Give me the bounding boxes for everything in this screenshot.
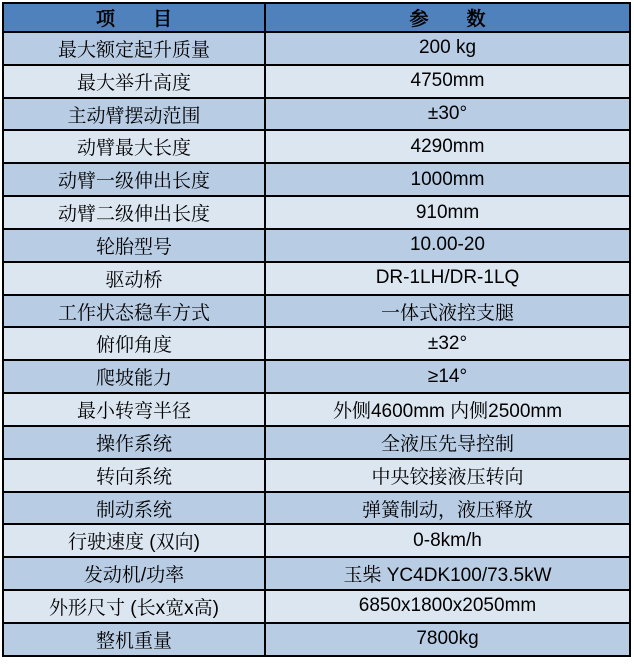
table-row — [3, 393, 630, 426]
item-cell: 最大举升高度 — [3, 65, 265, 98]
table-row — [3, 426, 630, 459]
table-row — [3, 130, 630, 163]
table-row — [3, 492, 630, 525]
table-row — [3, 360, 630, 393]
value-cell: 910mm — [265, 196, 630, 229]
item-cell: 动臂一级伸出长度 — [3, 163, 265, 196]
spec-table — [2, 2, 631, 657]
item-cell: 驱动桥 — [3, 262, 265, 295]
value-cell: ≥14° — [265, 360, 630, 393]
table-row — [3, 459, 630, 492]
item-cell: 整机重量 — [3, 623, 265, 656]
item-cell: 工作状态稳车方式 — [3, 295, 265, 328]
value-cell: 0-8km/h — [265, 524, 630, 557]
table-row — [3, 65, 630, 98]
item-cell: 行驶速度 (双向) — [3, 524, 265, 557]
value-cell: 200 kg — [265, 32, 630, 65]
column-header-item: 项 目 — [3, 3, 265, 32]
item-cell: 发动机/功率 — [3, 557, 265, 590]
value-cell: 弹簧制动，液压释放 — [265, 492, 630, 525]
item-cell: 俯仰角度 — [3, 327, 265, 360]
table-row — [3, 229, 630, 262]
item-cell: 外形尺寸 (长x宽x高) — [3, 590, 265, 623]
table-row — [3, 590, 630, 623]
table-row — [3, 524, 630, 557]
item-cell: 转向系统 — [3, 459, 265, 492]
value-cell: 一体式液控支腿 — [265, 295, 630, 328]
table-row — [3, 623, 630, 656]
value-cell: ±30° — [265, 98, 630, 131]
item-cell: 动臂最大长度 — [3, 130, 265, 163]
item-cell: 操作系统 — [3, 426, 265, 459]
value-cell: 外侧4600mm 内侧2500mm — [265, 393, 630, 426]
item-cell: 最大额定起升质量 — [3, 32, 265, 65]
table-row — [3, 196, 630, 229]
table-row — [3, 32, 630, 65]
value-cell: 4750mm — [265, 65, 630, 98]
table-row — [3, 295, 630, 328]
value-cell: DR-1LH/DR-1LQ — [265, 262, 630, 295]
item-cell: 动臂二级伸出长度 — [3, 196, 265, 229]
header-row — [3, 3, 630, 32]
value-cell: 10.00-20 — [265, 229, 630, 262]
value-cell: 玉柴 YC4DK100/73.5kW — [265, 557, 630, 590]
item-cell: 最小转弯半径 — [3, 393, 265, 426]
item-cell: 爬坡能力 — [3, 360, 265, 393]
value-cell: 6850x1800x2050mm — [265, 590, 630, 623]
item-cell: 主动臂摆动范围 — [3, 98, 265, 131]
value-cell: ±32° — [265, 327, 630, 360]
table-row — [3, 262, 630, 295]
item-cell: 制动系统 — [3, 492, 265, 525]
table-row — [3, 98, 630, 131]
value-cell: 1000mm — [265, 163, 630, 196]
table-row — [3, 163, 630, 196]
value-cell: 全液压先导控制 — [265, 426, 630, 459]
value-cell: 4290mm — [265, 130, 630, 163]
table-row — [3, 327, 630, 360]
column-header-value: 参 数 — [265, 3, 630, 32]
value-cell: 7800kg — [265, 623, 630, 656]
table-row — [3, 557, 630, 590]
value-cell: 中央铰接液压转向 — [265, 459, 630, 492]
item-cell: 轮胎型号 — [3, 229, 265, 262]
